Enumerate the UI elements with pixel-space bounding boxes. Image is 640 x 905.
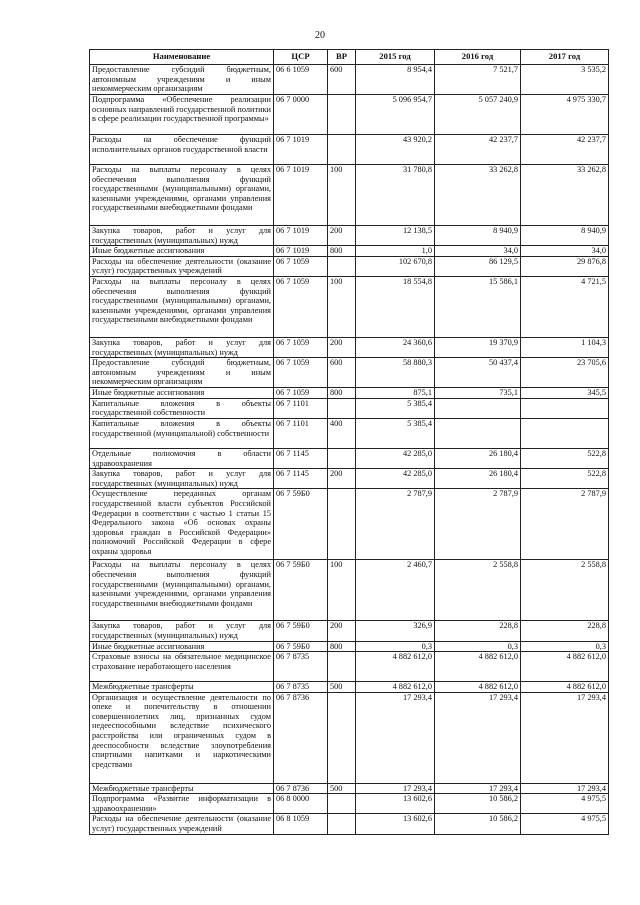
row-name: Иные бюджетные ассигнования xyxy=(90,641,274,652)
row-2017: 29 876,8 xyxy=(521,256,609,276)
page-number: 20 xyxy=(315,30,325,41)
row-2017: 4 975,5 xyxy=(521,814,609,834)
row-2017: 34,0 xyxy=(521,246,609,257)
row-2015: 13 602,6 xyxy=(356,794,435,814)
row-vr: 500 xyxy=(328,682,356,693)
row-name: Отдельные полномочия в области здравоохранения xyxy=(90,448,274,468)
row-csr: 06 8 0000 xyxy=(274,794,328,814)
row-2015: 4 882 612,0 xyxy=(356,682,435,693)
row-2016: 228,8 xyxy=(435,621,521,641)
row-name: Межбюджетные трансферты xyxy=(90,682,274,693)
row-2017: 4 721,5 xyxy=(521,276,609,337)
header-csr: ЦСР xyxy=(274,50,328,65)
row-2015: 8 954,4 xyxy=(356,65,435,95)
row-2017: 2 558,8 xyxy=(521,560,609,621)
row-2015: 4 882 612,0 xyxy=(356,652,435,682)
row-vr xyxy=(328,256,356,276)
row-2016: 735,1 xyxy=(435,388,521,399)
row-2015: 875,1 xyxy=(356,388,435,399)
row-2016: 34,0 xyxy=(435,246,521,257)
row-csr: 06 7 8736 xyxy=(274,692,328,783)
row-csr: 06 7 1101 xyxy=(274,418,328,448)
row-name: Осуществление переданных органам государственной власти субъектов Российской Федерации в соответствии с частью 1 статьи 15 Федерального закона «Об основах охраны здоровья граждан в Российской Федерации» полномочий Российской Федерации в сфере охраны здоровья xyxy=(90,489,274,560)
row-vr xyxy=(328,448,356,468)
table-header-row xyxy=(90,50,609,65)
row-csr: 06 7 0000 xyxy=(274,95,328,135)
row-csr: 06 7 8735 xyxy=(274,682,328,693)
row-csr: 06 7 8736 xyxy=(274,783,328,794)
row-2016: 0,3 xyxy=(435,641,521,652)
table-row xyxy=(90,692,609,783)
row-2017: 228,8 xyxy=(521,621,609,641)
row-2015: 42 285,0 xyxy=(356,448,435,468)
row-name: Подпрограмма «Обеспечение реализации основных направлений государственной политики в сфере реализации государственной программы» xyxy=(90,95,274,135)
row-vr: 100 xyxy=(328,560,356,621)
row-name: Расходы на выплаты персоналу в целях обеспечения выполнения функций государственными (муниципальными) органами, казенными учреждениями, органами управления государственными внебюджетными фондами xyxy=(90,165,274,226)
row-2016: 2 787,9 xyxy=(435,489,521,560)
row-2017: 8 940,9 xyxy=(521,226,609,246)
row-2017: 522,8 xyxy=(521,469,609,489)
header-2015: 2015 год xyxy=(356,50,435,65)
row-2016: 8 940,9 xyxy=(435,226,521,246)
row-2015: 31 780,8 xyxy=(356,165,435,226)
table-row xyxy=(90,256,609,276)
row-2017: 4 882 612,0 xyxy=(521,652,609,682)
row-2015: 5 385,4 xyxy=(356,418,435,448)
row-2016: 50 437,4 xyxy=(435,358,521,388)
table-row xyxy=(90,276,609,337)
row-csr: 06 8 1059 xyxy=(274,814,328,834)
row-name: Расходы на обеспечение деятельности (оказание услуг) государственных учреждений xyxy=(90,814,274,834)
row-2016: 10 586,2 xyxy=(435,814,521,834)
row-csr: 06 7 59Б0 xyxy=(274,489,328,560)
table-row xyxy=(90,560,609,621)
row-name: Страховые взносы на обязательное медицинское страхование неработающего населения xyxy=(90,652,274,682)
row-vr: 500 xyxy=(328,783,356,794)
row-csr: 06 7 1019 xyxy=(274,135,328,165)
row-name: Подпрограмма «Развитие информатизации в здравоохранении» xyxy=(90,794,274,814)
row-2017: 0,3 xyxy=(521,641,609,652)
row-vr xyxy=(328,135,356,165)
row-2016 xyxy=(435,398,521,418)
table-row xyxy=(90,682,609,693)
row-2017: 345,5 xyxy=(521,388,609,399)
header-vr: ВР xyxy=(328,50,356,65)
row-2015: 13 602,6 xyxy=(356,814,435,834)
row-csr: 06 6 1059 xyxy=(274,65,328,95)
row-2017: 4 975,5 xyxy=(521,794,609,814)
row-name: Иные бюджетные ассигнования xyxy=(90,246,274,257)
row-vr: 200 xyxy=(328,469,356,489)
table-row xyxy=(90,135,609,165)
table-row xyxy=(90,65,609,95)
row-2017 xyxy=(521,418,609,448)
row-name: Капитальные вложения в объекты государственной собственности xyxy=(90,398,274,418)
row-vr: 400 xyxy=(328,418,356,448)
table-row xyxy=(90,226,609,246)
row-2016: 4 882 612,0 xyxy=(435,682,521,693)
row-vr: 200 xyxy=(328,621,356,641)
row-vr: 600 xyxy=(328,358,356,388)
row-2016: 4 882 612,0 xyxy=(435,652,521,682)
row-2015: 24 360,6 xyxy=(356,337,435,357)
row-2017: 42 237,7 xyxy=(521,135,609,165)
row-vr xyxy=(328,692,356,783)
row-2015: 17 293,4 xyxy=(356,783,435,794)
row-2015: 43 920,2 xyxy=(356,135,435,165)
row-csr: 06 7 1019 xyxy=(274,226,328,246)
row-2015: 2 787,9 xyxy=(356,489,435,560)
row-vr xyxy=(328,814,356,834)
table-row xyxy=(90,246,609,257)
row-2017: 17 293,4 xyxy=(521,692,609,783)
table-row xyxy=(90,358,609,388)
row-2017: 33 262,8 xyxy=(521,165,609,226)
row-2016: 10 586,2 xyxy=(435,794,521,814)
row-csr: 06 7 1059 xyxy=(274,358,328,388)
row-2016: 17 293,4 xyxy=(435,692,521,783)
table-row xyxy=(90,794,609,814)
row-name: Иные бюджетные ассигнования xyxy=(90,388,274,399)
row-csr: 06 7 1145 xyxy=(274,469,328,489)
budget-table xyxy=(89,49,609,835)
row-2016: 17 293,4 xyxy=(435,783,521,794)
row-name: Закупка товаров, работ и услуг для государственных (муниципальных) нужд xyxy=(90,469,274,489)
table-row xyxy=(90,652,609,682)
row-vr: 200 xyxy=(328,337,356,357)
table-row xyxy=(90,165,609,226)
row-name: Расходы на выплаты персоналу в целях обеспечения выполнения функций государственными (муниципальными) органами, казенными учреждениями, органами управления государственными внебюджетными фондами xyxy=(90,560,274,621)
row-2016 xyxy=(435,418,521,448)
row-2015: 5 096 954,7 xyxy=(356,95,435,135)
row-vr xyxy=(328,398,356,418)
row-2016: 7 521,7 xyxy=(435,65,521,95)
row-2017: 522,8 xyxy=(521,448,609,468)
row-name: Предоставление субсидий бюджетным, автономным учреждениям и иным некоммерческим организациям xyxy=(90,65,274,95)
table-row xyxy=(90,418,609,448)
row-2017: 1 104,3 xyxy=(521,337,609,357)
row-2016: 42 237,7 xyxy=(435,135,521,165)
row-2015: 58 880,3 xyxy=(356,358,435,388)
row-name: Предоставление субсидий бюджетным, автономным учреждениям и иным некоммерческим организациям xyxy=(90,358,274,388)
row-2016: 86 129,5 xyxy=(435,256,521,276)
row-name: Межбюджетные трансферты xyxy=(90,783,274,794)
row-vr xyxy=(328,95,356,135)
row-name: Расходы на обеспечение функций исполнительных органов государственной власти xyxy=(90,135,274,165)
table-row xyxy=(90,448,609,468)
table-row xyxy=(90,621,609,641)
row-name: Закупка товаров, работ и услуг для государственных (муниципальных) нужд xyxy=(90,226,274,246)
table-row xyxy=(90,469,609,489)
table-row xyxy=(90,814,609,834)
row-csr: 06 7 1059 xyxy=(274,256,328,276)
header-2016: 2016 год xyxy=(435,50,521,65)
table-row xyxy=(90,489,609,560)
row-name: Расходы на выплаты персоналу в целях обеспечения выполнения функций государственными (муниципальными) органами, казенными учреждениями, органами управления государственными внебюджетными фондами xyxy=(90,276,274,337)
header-2017: 2017 год xyxy=(521,50,609,65)
row-2016: 15 586,1 xyxy=(435,276,521,337)
row-vr xyxy=(328,652,356,682)
row-2016: 2 558,8 xyxy=(435,560,521,621)
row-2015: 326,9 xyxy=(356,621,435,641)
row-csr: 06 7 59Б0 xyxy=(274,621,328,641)
table-row xyxy=(90,388,609,399)
row-vr xyxy=(328,794,356,814)
row-vr: 800 xyxy=(328,641,356,652)
table-row xyxy=(90,398,609,418)
row-name: Расходы на обеспечение деятельности (оказание услуг) государственных учреждений xyxy=(90,256,274,276)
row-name: Закупка товаров, работ и услуг для государственных (муниципальных) нужд xyxy=(90,621,274,641)
row-vr: 100 xyxy=(328,276,356,337)
row-2016: 33 262,8 xyxy=(435,165,521,226)
table-row xyxy=(90,337,609,357)
row-vr xyxy=(328,489,356,560)
row-vr: 800 xyxy=(328,388,356,399)
row-2017: 3 535,2 xyxy=(521,65,609,95)
row-2016: 26 180,4 xyxy=(435,469,521,489)
row-csr: 06 7 1059 xyxy=(274,388,328,399)
row-2015: 0,3 xyxy=(356,641,435,652)
row-2015: 1,0 xyxy=(356,246,435,257)
header-name: Наименование xyxy=(90,50,274,65)
row-2016: 26 180,4 xyxy=(435,448,521,468)
row-vr: 200 xyxy=(328,226,356,246)
row-name: Капитальные вложения в объекты государственной (муниципальной) собственности xyxy=(90,418,274,448)
row-2017: 17 293,4 xyxy=(521,783,609,794)
table-row xyxy=(90,783,609,794)
row-2015: 12 138,5 xyxy=(356,226,435,246)
row-2015: 5 385,4 xyxy=(356,398,435,418)
row-csr: 06 7 1059 xyxy=(274,276,328,337)
row-2015: 102 670,8 xyxy=(356,256,435,276)
row-csr: 06 7 59Б0 xyxy=(274,641,328,652)
row-2017: 4 975 330,7 xyxy=(521,95,609,135)
row-vr: 600 xyxy=(328,65,356,95)
row-name: Организация и осуществление деятельности по опеке и попечительству в отношении совершеннолетних лиц, признанных судом недееспособными вследствие психического расстройства или ограниченных судом в дееспособности вследствие злоупотребления спиртными напитками и наркотическими средствами xyxy=(90,692,274,783)
row-csr: 06 7 1019 xyxy=(274,165,328,226)
row-csr: 06 7 8735 xyxy=(274,652,328,682)
row-csr: 06 7 1019 xyxy=(274,246,328,257)
row-2015: 18 554,8 xyxy=(356,276,435,337)
row-2016: 5 057 240,9 xyxy=(435,95,521,135)
row-2017: 4 882 612,0 xyxy=(521,682,609,693)
row-csr: 06 7 1059 xyxy=(274,337,328,357)
row-2016: 19 370,9 xyxy=(435,337,521,357)
table-row xyxy=(90,641,609,652)
row-2017 xyxy=(521,398,609,418)
row-2017: 23 705,6 xyxy=(521,358,609,388)
table-row xyxy=(90,95,609,135)
row-vr: 800 xyxy=(328,246,356,257)
row-name: Закупка товаров, работ и услуг для государственных (муниципальных) нужд xyxy=(90,337,274,357)
row-2015: 2 460,7 xyxy=(356,560,435,621)
row-csr: 06 7 59Б0 xyxy=(274,560,328,621)
row-vr: 100 xyxy=(328,165,356,226)
row-2017: 2 787,9 xyxy=(521,489,609,560)
row-2015: 17 293,4 xyxy=(356,692,435,783)
row-csr: 06 7 1101 xyxy=(274,398,328,418)
row-csr: 06 7 1145 xyxy=(274,448,328,468)
row-2015: 42 285,0 xyxy=(356,469,435,489)
